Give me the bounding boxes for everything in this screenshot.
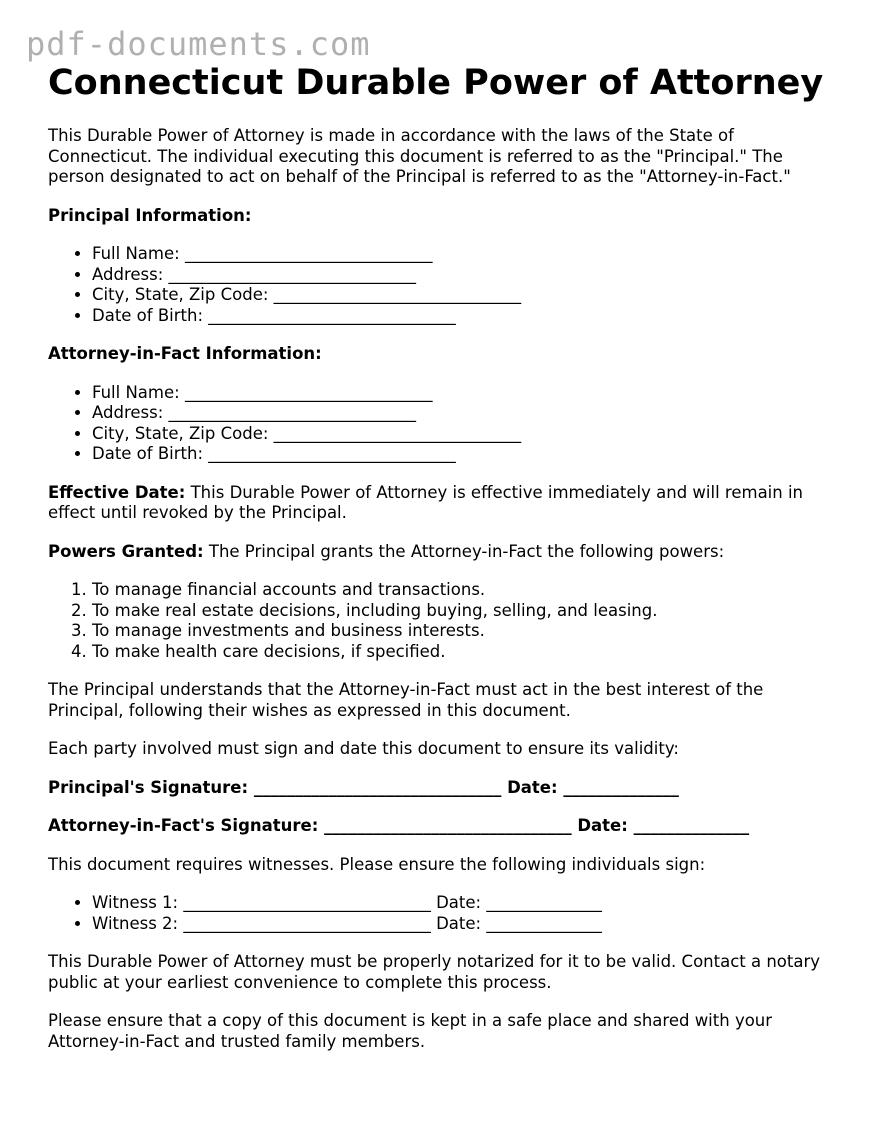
effective-date-paragraph (48, 483, 838, 524)
attorney-city-state-zip-field[interactable]: • City, State, Zip Code: ______________________________ (92, 424, 838, 445)
powers-label: Powers Granted: (48, 541, 204, 561)
copy-note-paragraph: Please ensure that a copy of this document is kept in a safe place and shared with your Attorney-in-Fact and trusted family members. (48, 1011, 773, 1051)
witness-list (48, 893, 838, 934)
attorney-dob-field[interactable]: • Date of Birth: ______________________________ (92, 444, 838, 465)
power-item: 3. To manage investments and business interests. (92, 621, 838, 642)
powers-paragraph (48, 542, 838, 563)
attorney-fields (48, 383, 838, 465)
principal-signature-line[interactable]: Principal's Signature: ______________________________ Date: ______________ (48, 777, 679, 797)
sign-instruction: Each party involved must sign and date this document to ensure its validity: (48, 739, 679, 758)
powers-list (48, 580, 838, 662)
principal-city-state-zip-field[interactable]: • City, State, Zip Code: ______________________________ (92, 285, 838, 306)
attorney-address-field[interactable]: • Address: ______________________________ (92, 403, 838, 424)
document-title: Connecticut Durable Power of Attorney (48, 63, 824, 103)
power-item: 4. To make health care decisions, if specified. (92, 642, 838, 663)
power-item: 2. To make real estate decisions, including buying, selling, and leasing. (92, 601, 838, 622)
witness-instruction: This document requires witnesses. Please ensure the following individuals sign: (48, 854, 706, 874)
principal-heading: Principal Information: (48, 205, 252, 225)
intro-paragraph: This Durable Power of Attorney is made in accordance with the laws of the State of Connecticut. The individual executing this document is referred to as the "Principal." The person designated to act on behalf of the Principal is referred to as the "Attorney-in-Fact." (48, 126, 791, 186)
effective-date-text: This Durable Power of Attorney is effective immediately and will remain in effect until revoked by the Principal. (48, 482, 804, 522)
document-page (48, 62, 838, 1052)
attorney-full-name-field[interactable]: • Full Name: ______________________________ (92, 383, 838, 404)
effective-date-label: Effective Date: (48, 482, 186, 502)
power-item: 1. To manage financial accounts and transactions. (92, 580, 838, 601)
watermark: pdf-documents.com (26, 25, 371, 63)
witness-1-line[interactable]: • Witness 1: ______________________________ Date: ______________ (92, 893, 838, 914)
powers-text: The Principal grants the Attorney-in-Fact the following powers: (203, 541, 725, 561)
principal-fields (48, 244, 838, 326)
principal-address-field[interactable]: • Address: ______________________________ (92, 265, 838, 286)
principal-dob-field[interactable]: • Date of Birth: ______________________________ (92, 306, 838, 327)
understanding-paragraph: The Principal understands that the Attorney-in-Fact must act in the best interest of the Principal, following their wishes as expressed in this document. (48, 680, 764, 720)
notary-paragraph: This Durable Power of Attorney must be properly notarized for it to be valid. Contact a notary public at your earliest convenience to complete this process. (48, 952, 821, 992)
witness-2-line[interactable]: • Witness 2: ______________________________ Date: ______________ (92, 914, 838, 935)
attorney-heading: Attorney-in-Fact Information: (48, 344, 322, 363)
attorney-signature-line[interactable]: Attorney-in-Fact's Signature: ______________________________ Date: ______________ (48, 816, 750, 835)
principal-full-name-field[interactable]: • Full Name: ______________________________ (92, 244, 838, 265)
